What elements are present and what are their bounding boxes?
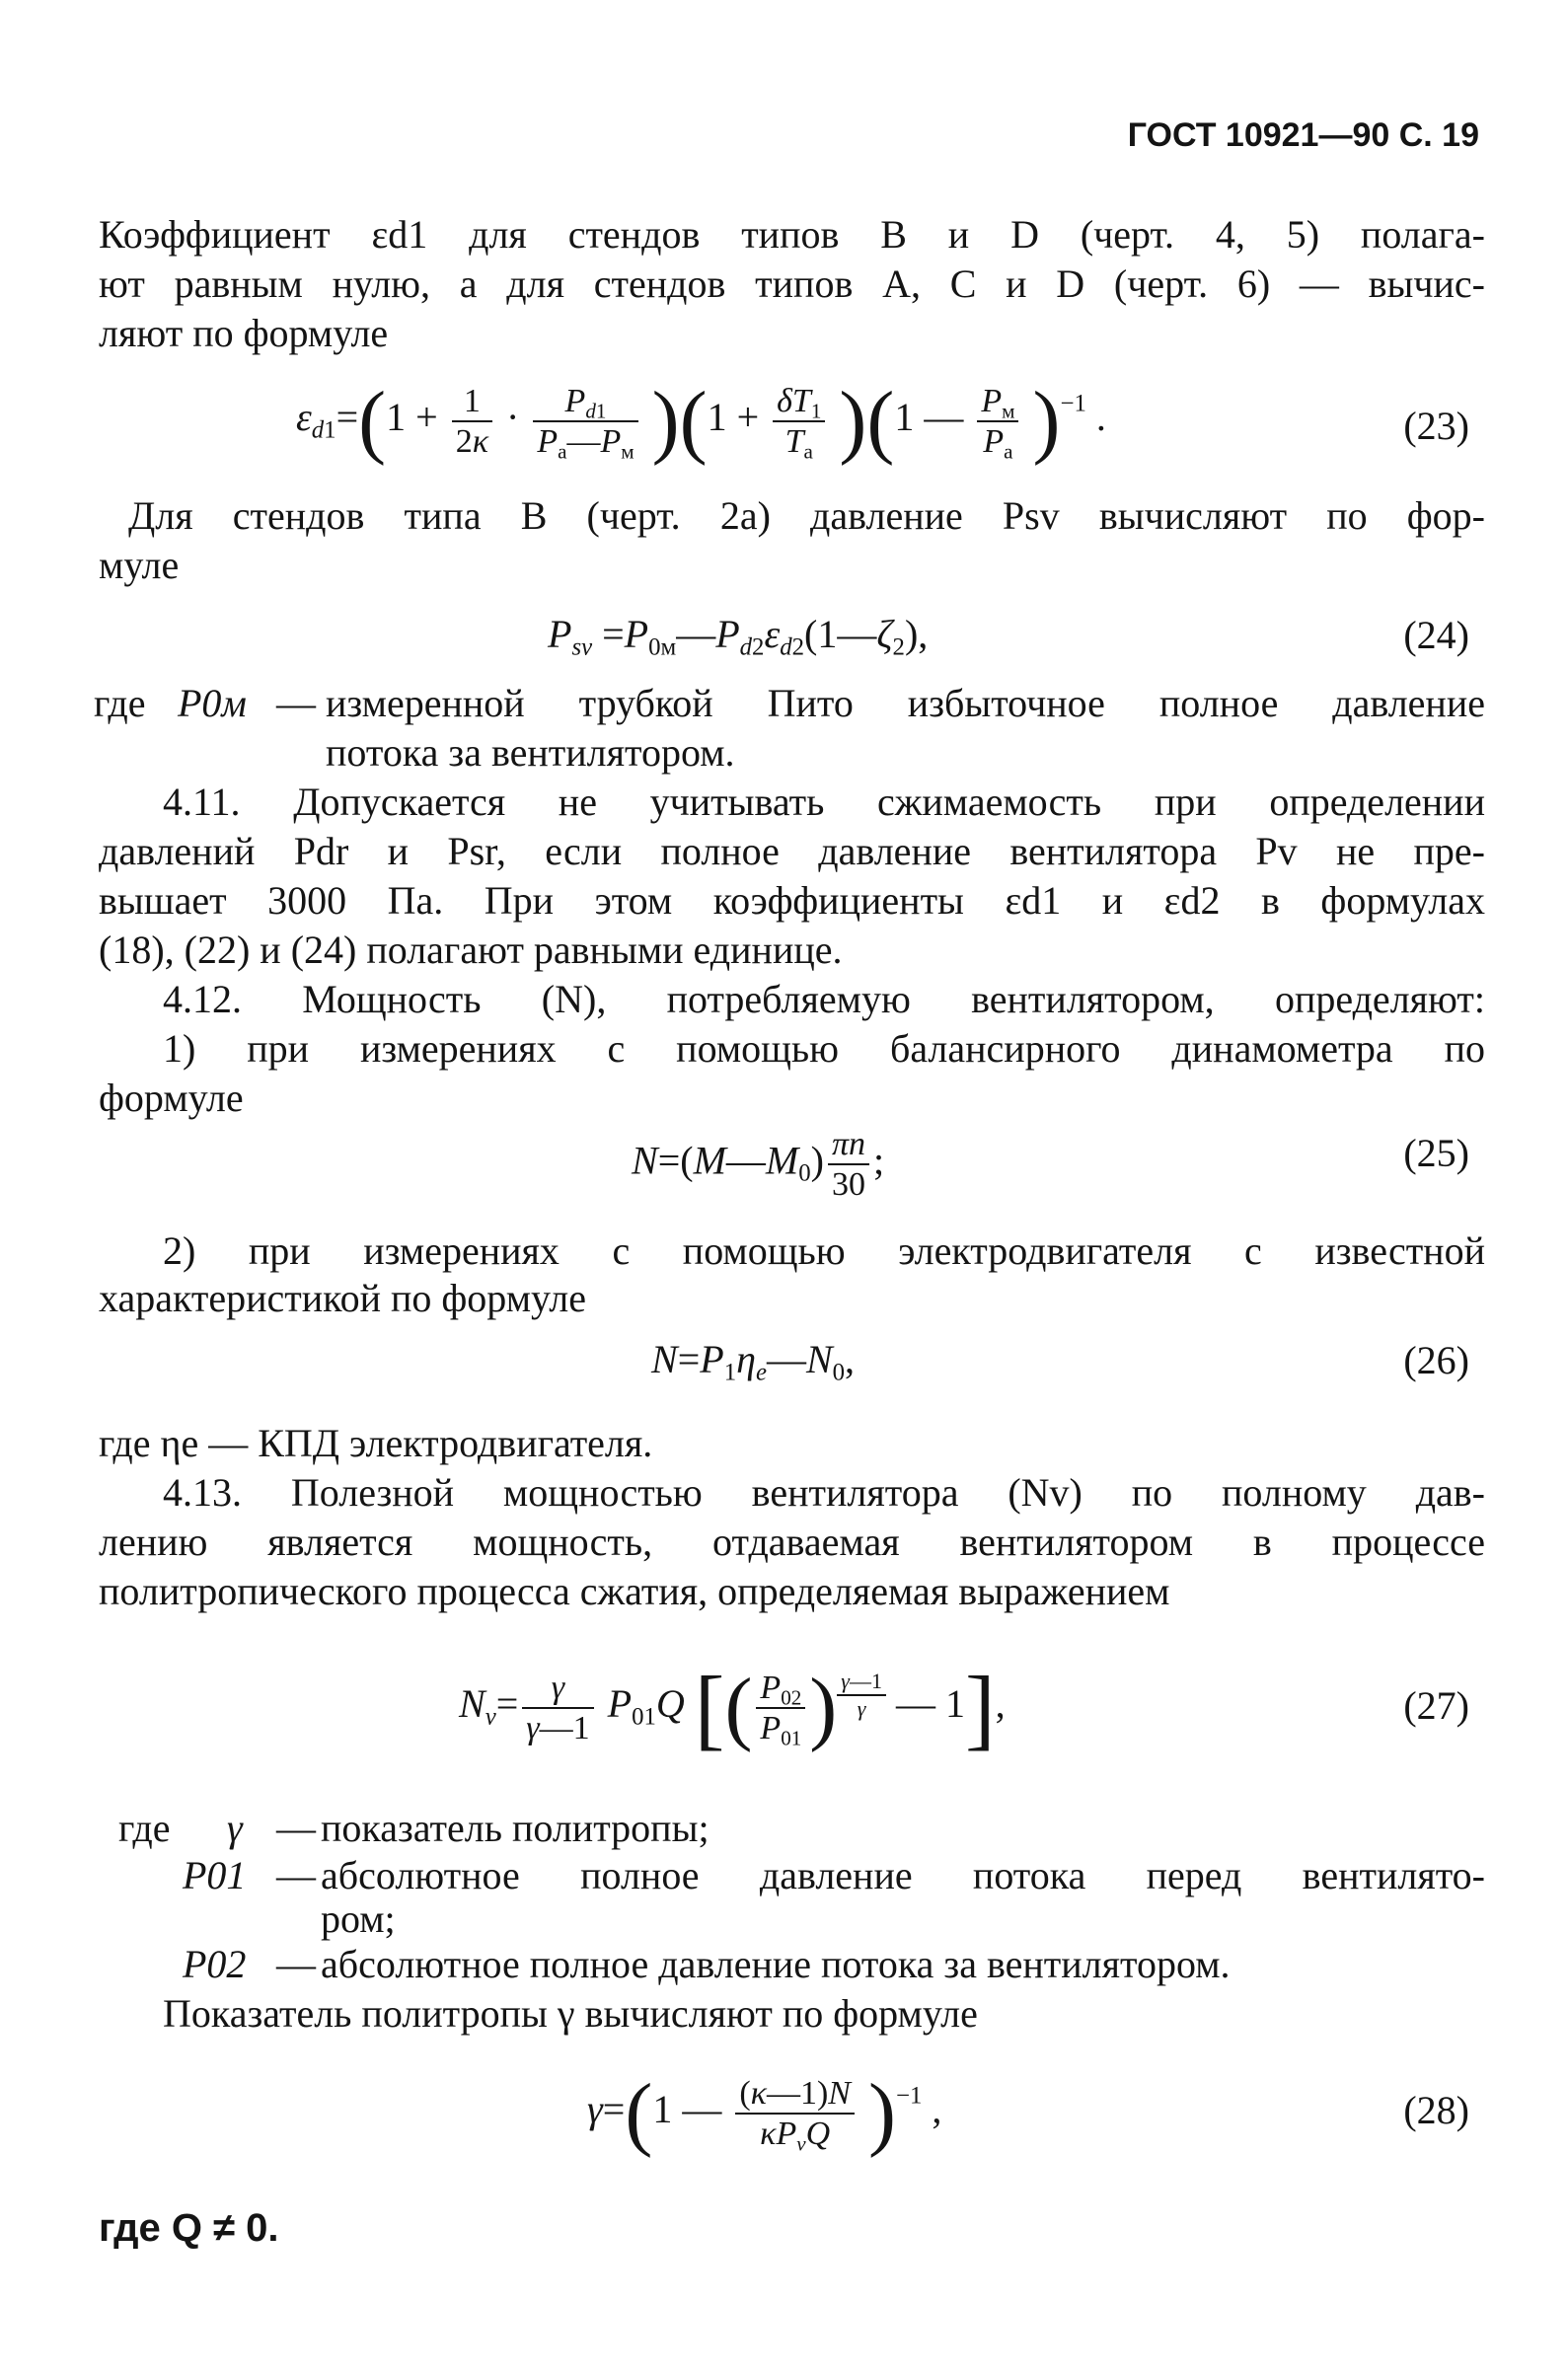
paragraph-line: давлений Pdr и Psr, если полное давление вентилятора Pv не пре- (99, 829, 1485, 873)
paragraph-line: Показатель политропы γ вычисляют по формуле (163, 1991, 978, 2036)
paragraph-line: 4.11. Допускается не учитывать сжимаемость при определении (163, 780, 1485, 824)
equation-number: (26) (1403, 1338, 1469, 1382)
where-dash: — (276, 681, 316, 725)
paragraph-line: характеристикой по формуле (99, 1276, 586, 1320)
formula-26: $N=P_1\eta_e—N_0$, (651, 1337, 856, 1386)
where-text: ром; (321, 1896, 396, 1941)
paragraph-line: вышает 3000 Па. При этом коэффициенты εd1 и εd2 в формулах (99, 878, 1485, 923)
where-text: потока за вентилятором. (326, 730, 735, 775)
formula-28: γ=(1 — $\frac{(\kappa—1)N}{\kappa P_vQ}$ )$^{-1}$ , (587, 2067, 942, 2159)
where-text: измеренной трубкой Пито избыточное полное давление (326, 681, 1485, 725)
paragraph-line: политропического процесса сжатия, определяемая выражением (99, 1569, 1170, 1613)
paragraph-line: 1) при измерениях с помощью балансирного динамометра по (163, 1026, 1485, 1071)
where-prefix: где (94, 681, 146, 725)
final-condition: где Q ≠ 0. (99, 2206, 279, 2250)
where-prefix: где (118, 1806, 171, 1850)
paragraph-line: лению является мощность, отдаваемая вентилятором в процессе (99, 1520, 1485, 1564)
paragraph-line: ют равным нулю, а для стендов типов А, С и D (черт. 6) — вычис- (99, 261, 1485, 306)
equation-number: (24) (1403, 613, 1469, 657)
where-symbol: γ (227, 1806, 243, 1850)
equation-number: (27) (1403, 1683, 1469, 1728)
equation-number: (28) (1403, 2088, 1469, 2132)
equation-number: (23) (1403, 404, 1469, 448)
equation-number: (25) (1403, 1131, 1469, 1175)
where-text: абсолютное полное давление потока за вентилятором. (321, 1942, 1231, 1986)
where-symbol: P0м (178, 681, 247, 725)
where-text: абсолютное полное давление потока перед вентилято- (321, 1853, 1485, 1897)
paragraph-line: 4.12. Мощность (N), потребляемую вентилятором, определяют: (163, 977, 1485, 1021)
paragraph-line: (18), (22) и (24) полагают равными единице. (99, 928, 843, 972)
paragraph-line: 2) при измерениях с помощью электродвигателя с известной (163, 1228, 1485, 1273)
paragraph-line: 4.13. Полезной мощностью вентилятора (Nv) по полному дав- (163, 1470, 1485, 1515)
formula-24: $P_{sv}$ $=P_{0м}—P_{d2}\varepsilon_{d2}(1—\zeta_2)$, (548, 612, 929, 661)
paragraph-line: формуле (99, 1076, 244, 1120)
paragraph-line: Для стендов типа В (черт. 2а) давление Psv вычисляют по фор- (128, 493, 1485, 538)
formula-25: $N=(M—M_0)$ $\frac{\pi n}{30}$ ; (632, 1126, 885, 1204)
where-symbol: P02 (183, 1942, 247, 1986)
where-symbol: P01 (183, 1853, 247, 1897)
paragraph-line: муле (99, 543, 180, 587)
document-page: ГОСТ 10921—90 С. 19 Коэффициент εd1 для стендов типов В и D (черт. 4, 5) полага- ют равным нулю, а для стендов типов А, С и D (черт. 6) — вычис- ляют по формуле $\varepsilon_{d1}=(1$ + $\frac{1}{2\kappa}$ · $\frac{P_{d1}}{P_а—P_м}$ )(1 + $\frac{\delta T_1}{T_а}$ )(1 — $\frac{P_м}{P_а}$ )$^{-1}$ . (23) Для стендов типа В (черт. 2а) давление Psv вычисляют по фор- муле $P_{sv}$ $=P_{0м}—P_{d2}\varepsilon_{d2}(1—\zeta_2)$, (24) где P0м — измеренной трубкой Пито избыточное полное давление потока за вентилятором. 4.11. Допускается не учитывать сжимаемость при определении давлений Pdr и Psr, если полное давление вентилятора Pv не пре- вышает 3000 Па. При этом коэффициенты εd1 и εd2 в формулах (18), (22) и (24) полагают равными единице. 4.12. Мощность (N), потребляемую вентилятором, определяют: 1) при измерениях с помощью балансирного динамометра по формуле $N=(M—M_0)$ $\frac{\pi n}{30}$ ; (25) 2) при измерениях с помощью электродвигателя с известной характеристикой по формуле $N=P_1\eta_e—N_0$, (26) где ηe — КПД электродвигателя. 4.13. Полезной мощностью вентилятора (Nv) по полному дав- лению является мощность, отдаваемая вентилятором в процессе политропического процесса сжатия, определяемая выражением $N_v=$ $\frac{\gamma}{\gamma—1}$ $P_{01}Q$ [( $\frac{P_{02}}{P_{01}}$ ) $^{\frac{\gamma—1}{\gamma}}$ — 1], (27) где γ — показатель политропы; P01 — абсолютное полное давление потока перед вентилято- ром; P02 — абсолютное полное давление потока за вентилятором. Показатель политропы γ вычисляют по формуле γ=(1 — $\frac{(\kappa—1)N}{\kappa P_vQ}$ )$^{-1}$ , (28) где Q ≠ 0. (94, 116, 1485, 2250)
paragraph-line: Коэффициент εd1 для стендов типов В и D (черт. 4, 5) полага- (99, 212, 1485, 257)
formula-27: $N_v=$ $\frac{\gamma}{\gamma—1}$ $P_{01}Q$ [( $\frac{P_{02}}{P_{01}}$ ) $^{\frac{\gamma—1}{\gamma}}$ — 1], (459, 1658, 1006, 1758)
formula-23: $\varepsilon_{d1}=(1$ + $\frac{1}{2\kappa}$ · $\frac{P_{d1}}{P_а—P_м}$ )(1 + $\frac{\delta T_1}{T_а}$ )(1 — $\frac{P_м}{P_а}$ )$^{-1}$ . (296, 375, 1106, 467)
where-text: показатель политропы; (321, 1806, 709, 1850)
where-line: где ηe — КПД электродвигателя. (99, 1421, 653, 1465)
paragraph-line: ляют по формуле (99, 311, 389, 355)
page-header: ГОСТ 10921—90 С. 19 (1127, 116, 1479, 154)
